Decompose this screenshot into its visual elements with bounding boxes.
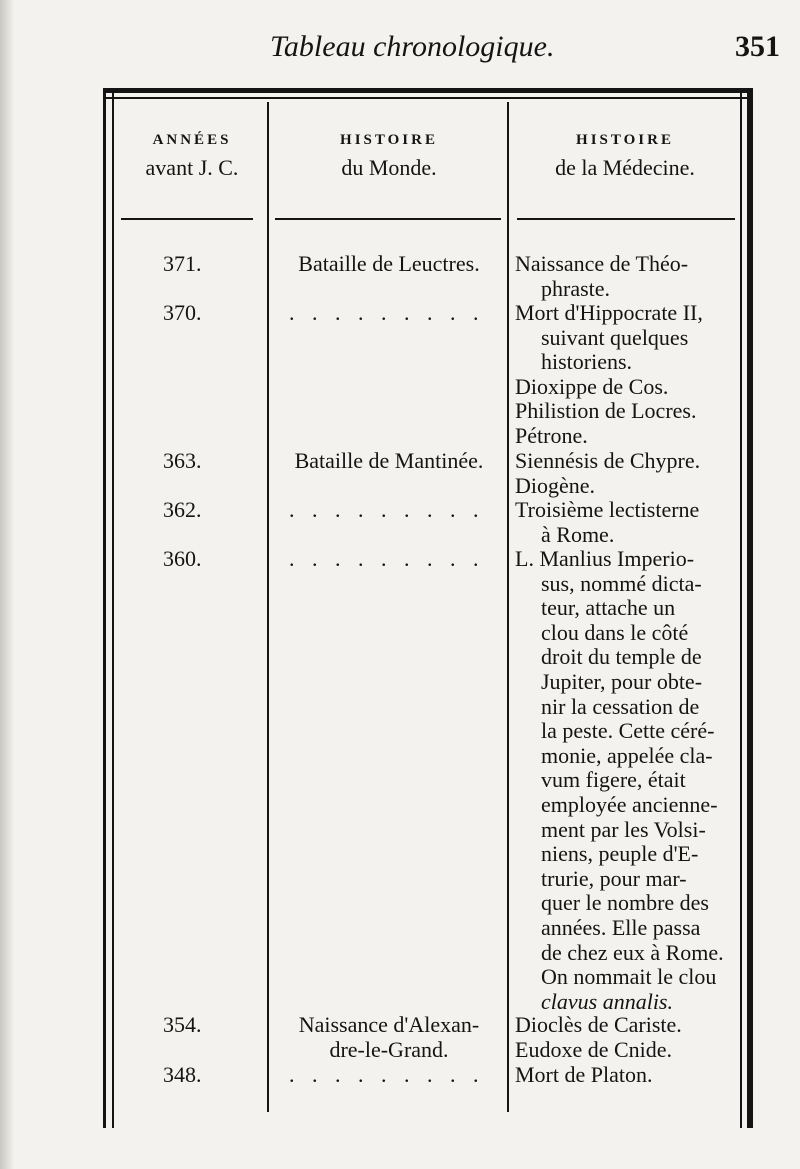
- header-years: [117, 132, 267, 181]
- medicine-line: [515, 744, 739, 769]
- header-world-sub: du Monde.: [341, 155, 437, 180]
- chronology-table: [103, 88, 753, 1128]
- medicine-line: quer le nombre des: [541, 890, 709, 916]
- medicine-line: historiens.: [541, 349, 633, 375]
- column-divider-2: [507, 102, 509, 1112]
- medicine-line: niens, peuple d'E-: [541, 841, 699, 867]
- medicine-line: Mort d'Hippocrate II,: [515, 300, 703, 325]
- medicine-line: phraste.: [541, 275, 611, 301]
- row-medicine: [515, 252, 739, 301]
- header-world: [271, 132, 507, 181]
- medicine-line: trurie, pour mar-: [541, 865, 687, 891]
- row-world-event: Bataille de Leuctres.: [298, 251, 480, 276]
- row-year: 370.: [163, 300, 202, 325]
- medicine-line: de chez eux à Rome.: [541, 939, 724, 965]
- medicine-line: Diogène.: [515, 472, 596, 498]
- header-rule-medicine: [517, 218, 735, 220]
- medicine-line: Eudoxe de Cnide.: [515, 1036, 673, 1062]
- medicine-line: Troisième lectisterne: [515, 497, 700, 522]
- row-world-event: . . . . . . . . .: [289, 546, 485, 571]
- row-medicine: [515, 498, 739, 547]
- row-world-event: [275, 1013, 503, 1062]
- medicine-line: la peste. Cette céré-: [541, 718, 715, 744]
- row-year: 354.: [163, 1012, 202, 1037]
- row-year: 360.: [163, 546, 202, 571]
- row-world-event: Bataille de Mantinée.: [294, 448, 484, 473]
- table-left-rule: [103, 88, 106, 1128]
- row-medicine: [515, 301, 739, 449]
- row-medicine: [515, 1013, 739, 1062]
- header-medicine-label: HISTOIRE: [576, 132, 674, 148]
- header-rule-years: [121, 218, 253, 220]
- running-title: Tableau chronologique.: [270, 30, 555, 63]
- row-medicine: [515, 1063, 739, 1088]
- row-world-event: . . . . . . . . .: [289, 497, 485, 522]
- medicine-line: vum figere, était: [541, 767, 686, 793]
- table-top-rule-thin: [103, 97, 753, 99]
- row-year: 363.: [163, 448, 202, 473]
- medicine-line: années. Elle passa: [541, 914, 701, 940]
- row-year: 362.: [163, 497, 202, 522]
- table-right-rule: [747, 88, 753, 1128]
- medicine-line: à Rome.: [541, 521, 615, 547]
- world-line: Naissance d'Alexan-: [298, 1012, 480, 1037]
- medicine-line: Dioclès de Cariste.: [515, 1012, 682, 1037]
- medicine-text: monie, appelée cla-: [541, 742, 713, 768]
- table-top-rule: [103, 88, 753, 93]
- table-right-rule-thin: [740, 88, 742, 1128]
- medicine-line: droit du temple de: [541, 644, 702, 670]
- medicine-line: ment par les Volsi-: [541, 816, 706, 842]
- medicine-line: Naissance de Théo-: [515, 251, 689, 276]
- medicine-line: clavus annalis.: [541, 988, 673, 1014]
- medicine-line: Dioxippe de Cos.: [515, 373, 669, 399]
- page-number: 351: [735, 30, 780, 63]
- medicine-line: Siennésis de Chypre.: [515, 448, 701, 473]
- medicine-line: Jupiter, pour obte-: [541, 668, 703, 694]
- header-years-sub: avant J. C.: [145, 155, 239, 180]
- medicine-line: nir la cessation de: [541, 693, 700, 719]
- medicine-line: suivant quelques: [541, 324, 689, 350]
- row-world-event: . . . . . . . . .: [289, 1062, 485, 1087]
- column-divider-1: [267, 102, 269, 1112]
- medicine-line: teur, attache un: [541, 595, 676, 621]
- medicine-line: sus, nommé dicta-: [541, 570, 702, 596]
- header-world-label: HISTOIRE: [340, 132, 438, 148]
- medicine-line: clou dans le côté: [541, 619, 689, 645]
- header-years-label: ANNÉES: [152, 132, 232, 148]
- row-year: 371.: [163, 251, 202, 276]
- header-medicine-sub: de la Médecine.: [555, 155, 695, 180]
- medicine-line: Mort de Platon.: [515, 1062, 653, 1087]
- header-rule-world: [275, 218, 501, 220]
- header-medicine: [511, 132, 739, 181]
- row-medicine: [515, 547, 739, 1014]
- row-world-event: . . . . . . . . .: [289, 300, 485, 325]
- medicine-line: On nommait le clou: [541, 964, 717, 990]
- medicine-line: Philistion de Locres.: [515, 398, 697, 424]
- running-head: [260, 30, 780, 70]
- world-line: dre-le-Grand.: [329, 1036, 449, 1062]
- medicine-line: L. Manlius Imperio-: [515, 546, 695, 571]
- table-left-rule-thin: [112, 88, 114, 1128]
- page-edge: [0, 0, 14, 1169]
- medicine-line: Pétrone.: [515, 422, 588, 448]
- row-medicine: [515, 449, 739, 498]
- medicine-line: employée ancienne-: [541, 791, 718, 817]
- row-year: 348.: [163, 1062, 202, 1087]
